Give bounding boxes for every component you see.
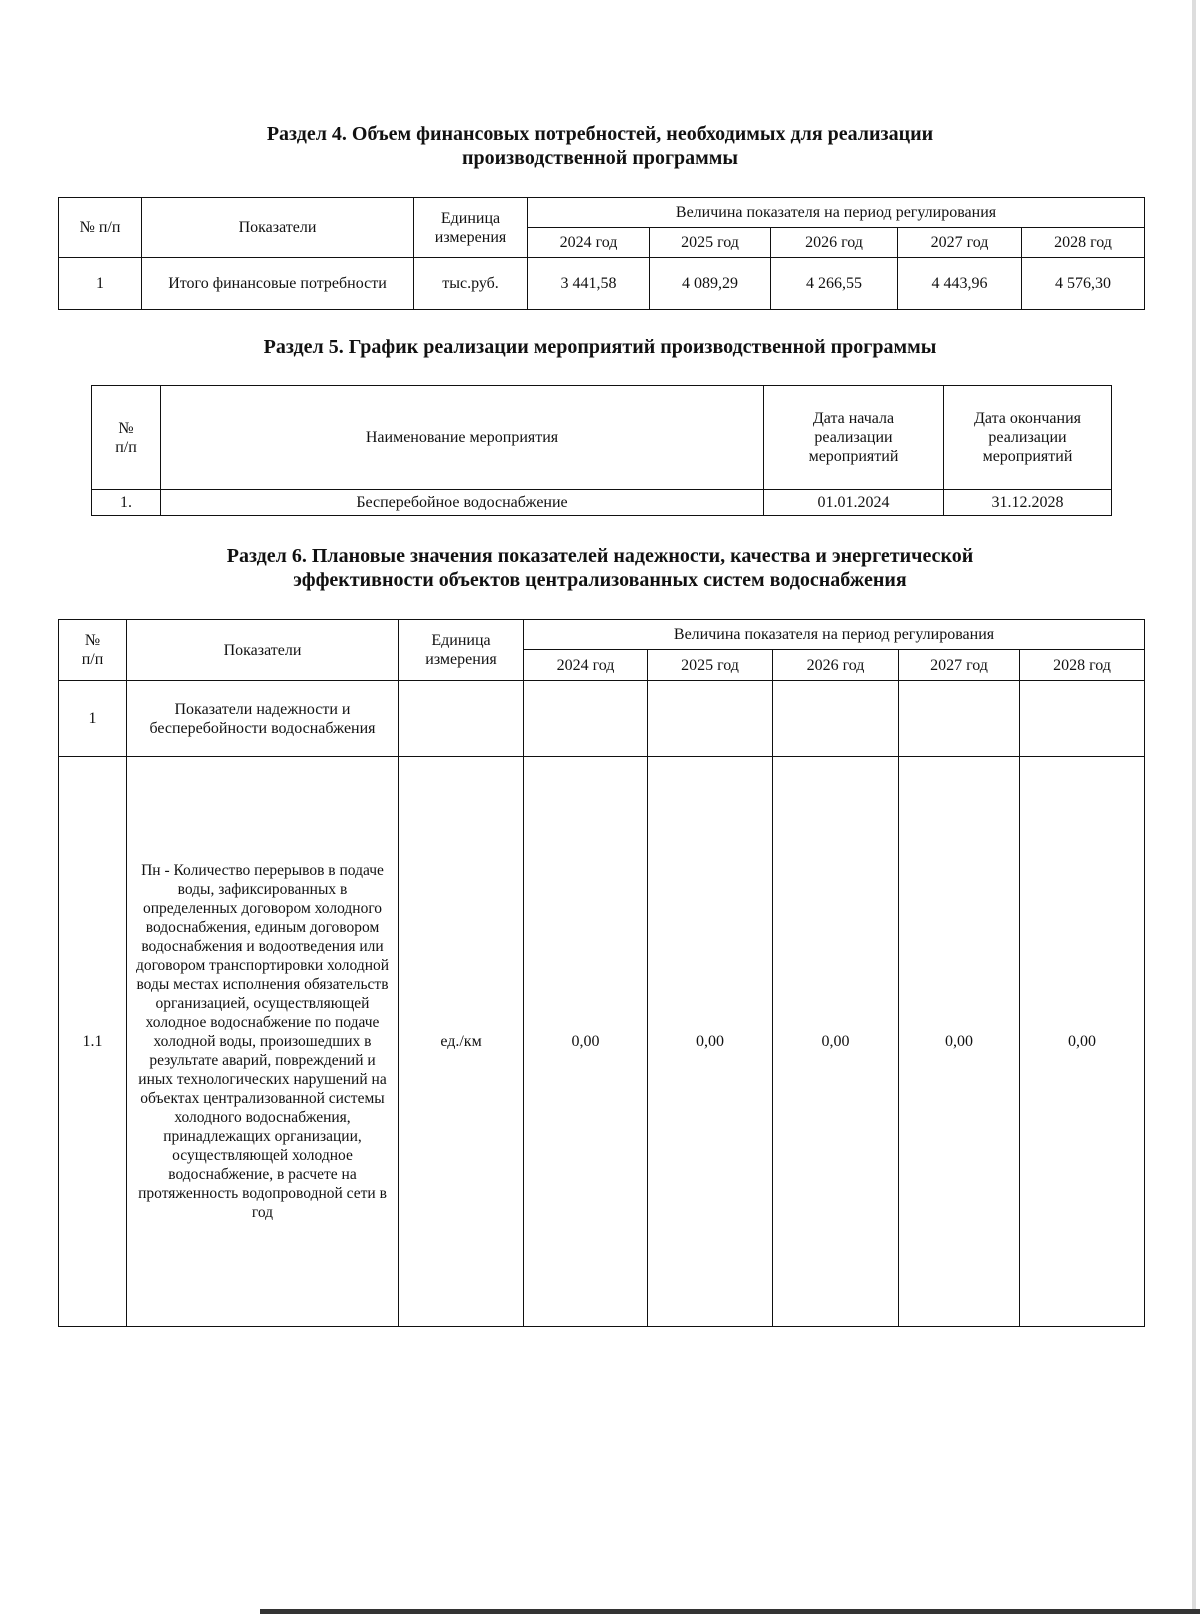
section4-title xyxy=(150,122,1050,170)
s5-header-start-line: реализации xyxy=(814,429,893,446)
s6-row-empty xyxy=(773,681,899,757)
s4-row-value: 4 089,29 xyxy=(650,258,771,310)
s4-header-num: № п/п xyxy=(59,198,142,258)
s6-header-num-line2: п/п xyxy=(81,651,104,668)
s4-row-value: 3 441,58 xyxy=(528,258,650,310)
s4-header-year: 2027 год xyxy=(898,228,1022,258)
section6-title xyxy=(100,544,1100,592)
s6-row-value: 0,00 xyxy=(524,757,648,1327)
s4-row-value: 4 443,96 xyxy=(898,258,1022,310)
section5-table xyxy=(91,385,1112,516)
scan-edge-bottom xyxy=(260,1609,1200,1614)
s6-header-num xyxy=(59,620,127,681)
s5-header-end-line: реализации xyxy=(988,429,1067,446)
s5-row-end: 31.12.2028 xyxy=(944,490,1112,516)
s4-row-unit: тыс.руб. xyxy=(414,258,528,310)
s4-header-unit-line1: Единица xyxy=(440,209,501,227)
s4-row-value: 4 576,30 xyxy=(1022,258,1145,310)
s6-row-empty xyxy=(648,681,773,757)
s5-header-end xyxy=(944,386,1112,490)
s6-row-value: 0,00 xyxy=(773,757,899,1327)
s6-row-indicator: Показатели надежности и бесперебойности водоснабжения xyxy=(127,681,399,757)
s6-header-year: 2026 год xyxy=(773,650,899,681)
s5-header-start-line: мероприятий xyxy=(808,448,899,465)
s6-row-indicator: Пн - Количество перерывов в подаче воды, зафиксированных в определенных договором холодного водоснабжения, единым договором водоснабжения и водоотведения или договором транспортировки холодной воды местах исполнения обязательств организацией, осуществляющей холодное водоснабжение по подаче холодной воды, произошедших в результате аварий, повреждений и иных технологических нарушений на объектах централизованной системы холодного водоснабжения, принадлежащих организации, осуществляющей холодное водоснабжение, в расчете на протяженность водопроводной сети в год xyxy=(127,757,399,1327)
s6-header-year: 2024 год xyxy=(524,650,648,681)
s6-row-empty xyxy=(399,681,524,757)
s6-row-num: 1 xyxy=(59,681,127,757)
section4-title-line1: Раздел 4. Объем финансовых потребностей, необходимых для реализации xyxy=(266,123,934,145)
scan-edge-right xyxy=(1192,0,1196,1614)
s5-header-end-line: Дата окончания xyxy=(973,410,1082,427)
s6-header-period: Величина показателя на период регулирования xyxy=(524,620,1145,650)
s5-row-start: 01.01.2024 xyxy=(764,490,944,516)
s4-header-year: 2024 год xyxy=(528,228,650,258)
s5-header-num-line1: № xyxy=(118,419,134,437)
s6-row-num: 1.1 xyxy=(59,757,127,1327)
s4-header-year: 2028 год xyxy=(1022,228,1145,258)
s6-header-year: 2025 год xyxy=(648,650,773,681)
s4-header-unit-line2: измерения xyxy=(434,228,507,246)
s4-header-indicator: Показатели xyxy=(142,198,414,258)
table-row xyxy=(59,681,1145,757)
s5-header-start xyxy=(764,386,944,490)
s6-row-value: 0,00 xyxy=(899,757,1020,1327)
s6-row-value: 0,00 xyxy=(648,757,773,1327)
s4-header-unit xyxy=(414,198,528,258)
s6-header-num-line1: № xyxy=(84,632,101,649)
s6-row-empty xyxy=(524,681,648,757)
s4-header-period: Величина показателя на период регулирования xyxy=(528,198,1145,228)
s5-header-start-line: Дата начала xyxy=(812,410,895,427)
s5-header-end-line: мероприятий xyxy=(982,448,1073,465)
section4-title-line2: производственной программы xyxy=(461,147,739,169)
table-row xyxy=(92,490,1112,516)
s6-row-empty xyxy=(899,681,1020,757)
s6-row-unit: ед./км xyxy=(399,757,524,1327)
s5-header-name: Наименование мероприятия xyxy=(161,386,764,490)
s4-header-year: 2026 год xyxy=(771,228,898,258)
section6-title-line2: эффективности объектов централизованных систем водоснабжения xyxy=(293,569,907,591)
section6-title-line1: Раздел 6. Плановые значения показателей надежности, качества и энергетической xyxy=(226,545,974,567)
s5-row-num: 1. xyxy=(92,490,161,516)
s4-row-indicator: Итого финансовые потребности xyxy=(142,258,414,310)
s6-row-value: 0,00 xyxy=(1020,757,1145,1327)
s6-header-unit-line2: измерения xyxy=(425,651,497,668)
section6-table xyxy=(58,619,1145,1327)
s5-header-num-line2: п/п xyxy=(115,438,137,456)
s4-header-year: 2025 год xyxy=(650,228,771,258)
s6-header-unit xyxy=(399,620,524,681)
s6-header-unit-line1: Единица xyxy=(431,632,491,649)
section4-table xyxy=(58,197,1145,310)
s4-row-num: 1 xyxy=(59,258,142,310)
s6-header-indicator: Показатели xyxy=(127,620,399,681)
s6-header-year: 2027 год xyxy=(899,650,1020,681)
s5-header-num xyxy=(92,386,161,490)
table-row xyxy=(59,757,1145,1327)
s4-row-value: 4 266,55 xyxy=(771,258,898,310)
table-row xyxy=(59,258,1145,310)
section5-title xyxy=(100,335,1100,359)
s6-header-year: 2028 год xyxy=(1020,650,1145,681)
s5-row-name: Бесперебойное водоснабжение xyxy=(161,490,764,516)
s6-row-empty xyxy=(1020,681,1145,757)
section5-title-text: Раздел 5. График реализации мероприятий производственной программы xyxy=(263,336,937,358)
